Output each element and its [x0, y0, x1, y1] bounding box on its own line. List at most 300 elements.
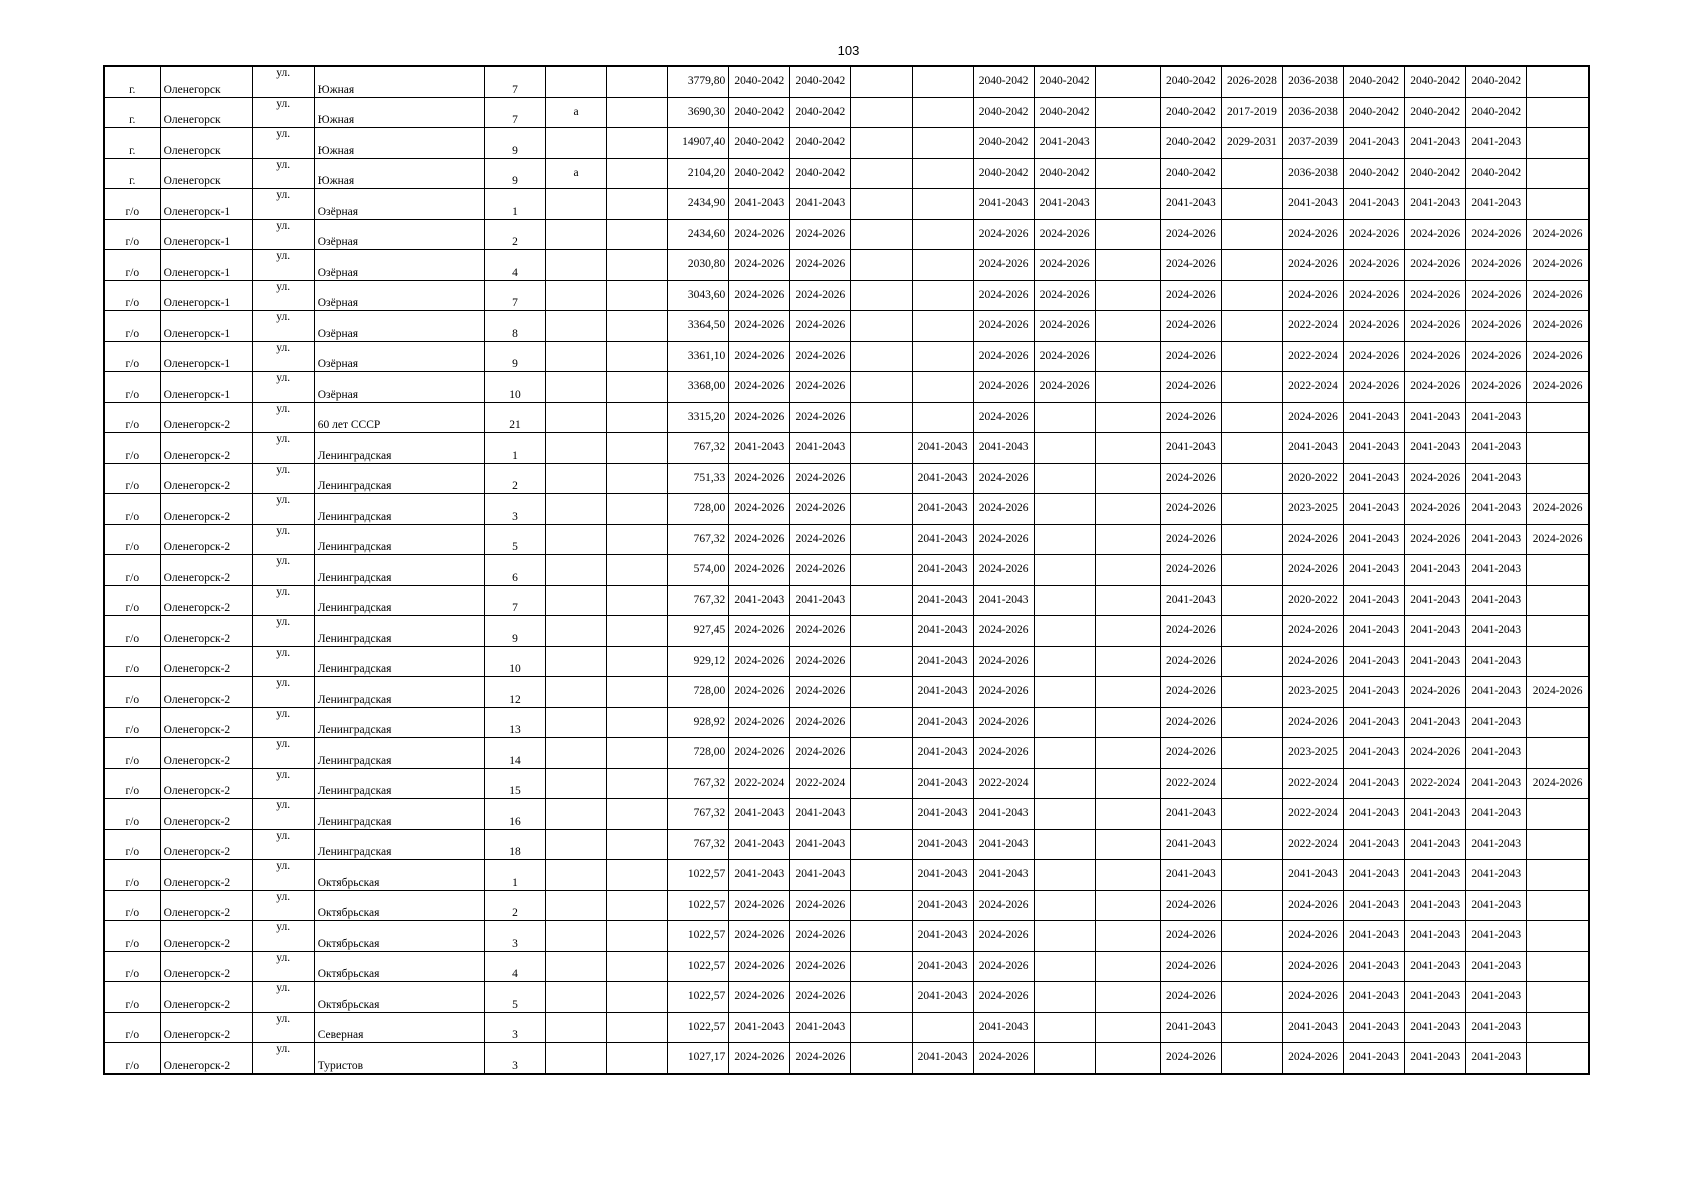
period-cell-10: 2041-2043 — [1405, 646, 1466, 677]
settlement-type-cell: г/о — [104, 402, 160, 433]
street-name-cell: Южная — [314, 66, 484, 97]
period-cell-7 — [1221, 189, 1282, 220]
period-cell-12: 2024-2026 — [1527, 677, 1589, 708]
period-cell-9: 2041-2043 — [1344, 768, 1405, 799]
period-cell-2: 2024-2026 — [790, 555, 851, 586]
locality-cell: Оленегорск-2 — [160, 524, 252, 555]
period-cell-11: 2041-2043 — [1466, 189, 1527, 220]
period-cell-5 — [1034, 738, 1095, 769]
period-cell-2: 2024-2026 — [790, 982, 851, 1013]
empty-cell — [607, 341, 668, 372]
period-cell-11: 2041-2043 — [1466, 1012, 1527, 1043]
settlement-type-cell: г/о — [104, 707, 160, 738]
period-cell-4: 2024-2026 — [973, 494, 1034, 525]
house-number-cell: 2 — [484, 219, 545, 250]
period-cell-1: 2024-2026 — [729, 890, 790, 921]
locality-cell: Оленегорск-2 — [160, 494, 252, 525]
empty-cell — [851, 189, 912, 220]
settlement-type-cell: г/о — [104, 951, 160, 982]
period-cell-2: 2024-2026 — [790, 341, 851, 372]
period-cell-2: 2041-2043 — [790, 799, 851, 830]
empty-cell — [607, 982, 668, 1013]
house-letter-cell — [546, 738, 607, 769]
period-cell-5 — [1034, 494, 1095, 525]
period-cell-1: 2022-2024 — [729, 768, 790, 799]
area-cell: 3315,20 — [668, 402, 729, 433]
house-number-cell: 7 — [484, 66, 545, 97]
period-cell-1: 2024-2026 — [729, 311, 790, 342]
house-number-cell: 15 — [484, 768, 545, 799]
settlement-type-cell: г. — [104, 158, 160, 189]
house-number-cell: 9 — [484, 128, 545, 159]
street-name-cell: Озёрная — [314, 341, 484, 372]
street-kind-cell: ул. — [252, 494, 314, 525]
period-cell-3: 2041-2043 — [912, 768, 973, 799]
period-cell-8: 2041-2043 — [1282, 433, 1343, 464]
table-row — [104, 341, 1589, 372]
house-number-cell: 3 — [484, 921, 545, 952]
area-cell: 751,33 — [668, 463, 729, 494]
period-cell-1: 2024-2026 — [729, 555, 790, 586]
period-cell-9: 2041-2043 — [1344, 860, 1405, 891]
period-cell-4: 2024-2026 — [973, 677, 1034, 708]
period-cell-7: 2017-2019 — [1221, 97, 1282, 128]
street-name-cell: Ленинградская — [314, 463, 484, 494]
period-cell-10: 2024-2026 — [1405, 677, 1466, 708]
empty-cell — [607, 372, 668, 403]
period-cell-5: 2024-2026 — [1034, 280, 1095, 311]
settlement-type-cell: г/о — [104, 799, 160, 830]
table-row — [104, 951, 1589, 982]
period-cell-6: 2024-2026 — [1160, 890, 1221, 921]
period-cell-5 — [1034, 982, 1095, 1013]
empty-cell — [851, 433, 912, 464]
street-name-cell: 60 лет СССР — [314, 402, 484, 433]
period-cell-6: 2024-2026 — [1160, 738, 1221, 769]
period-cell-4: 2024-2026 — [973, 463, 1034, 494]
empty-cell — [607, 860, 668, 891]
street-kind-cell: ул. — [252, 860, 314, 891]
street-name-cell: Ленинградская — [314, 433, 484, 464]
period-cell-7 — [1221, 433, 1282, 464]
period-cell-8: 2036-2038 — [1282, 97, 1343, 128]
street-name-cell: Озёрная — [314, 372, 484, 403]
period-cell-12 — [1527, 555, 1589, 586]
period-cell-10: 2024-2026 — [1405, 494, 1466, 525]
house-letter-cell — [546, 433, 607, 464]
period-cell-8: 2024-2026 — [1282, 402, 1343, 433]
period-cell-10: 2041-2043 — [1405, 616, 1466, 647]
period-cell-3: 2041-2043 — [912, 677, 973, 708]
street-kind-cell: ул. — [252, 799, 314, 830]
locality-cell: Оленегорск-1 — [160, 341, 252, 372]
empty-cell — [1095, 250, 1160, 281]
period-cell-3: 2041-2043 — [912, 646, 973, 677]
period-cell-5: 2040-2042 — [1034, 66, 1095, 97]
period-cell-7 — [1221, 341, 1282, 372]
period-cell-2: 2024-2026 — [790, 402, 851, 433]
empty-cell — [607, 250, 668, 281]
empty-cell — [607, 677, 668, 708]
period-cell-12: 2024-2026 — [1527, 341, 1589, 372]
period-cell-11: 2041-2043 — [1466, 1043, 1527, 1074]
empty-cell — [1095, 219, 1160, 250]
period-cell-5: 2041-2043 — [1034, 189, 1095, 220]
period-cell-3: 2041-2043 — [912, 921, 973, 952]
house-number-cell: 5 — [484, 524, 545, 555]
locality-cell: Оленегорск-1 — [160, 311, 252, 342]
period-cell-12 — [1527, 982, 1589, 1013]
period-cell-6: 2024-2026 — [1160, 250, 1221, 281]
period-cell-7 — [1221, 616, 1282, 647]
empty-cell — [1095, 646, 1160, 677]
period-cell-5 — [1034, 1012, 1095, 1043]
empty-cell — [1095, 1012, 1160, 1043]
table-row — [104, 219, 1589, 250]
period-cell-3 — [912, 189, 973, 220]
settlement-type-cell: г/о — [104, 768, 160, 799]
period-cell-8: 2037-2039 — [1282, 128, 1343, 159]
table-row — [104, 402, 1589, 433]
period-cell-4: 2041-2043 — [973, 189, 1034, 220]
house-number-cell: 9 — [484, 341, 545, 372]
period-cell-4: 2024-2026 — [973, 951, 1034, 982]
period-cell-3: 2041-2043 — [912, 982, 973, 1013]
period-cell-6: 2024-2026 — [1160, 951, 1221, 982]
period-cell-7 — [1221, 555, 1282, 586]
area-cell: 767,32 — [668, 433, 729, 464]
period-cell-11: 2024-2026 — [1466, 250, 1527, 281]
house-letter-cell — [546, 524, 607, 555]
period-cell-6: 2024-2026 — [1160, 555, 1221, 586]
period-cell-2: 2024-2026 — [790, 311, 851, 342]
period-cell-11: 2041-2043 — [1466, 768, 1527, 799]
empty-cell — [607, 829, 668, 860]
period-cell-8: 2024-2026 — [1282, 890, 1343, 921]
empty-cell — [1095, 189, 1160, 220]
table-row — [104, 707, 1589, 738]
area-cell: 574,00 — [668, 555, 729, 586]
period-cell-9: 2041-2043 — [1344, 189, 1405, 220]
period-cell-9: 2024-2026 — [1344, 341, 1405, 372]
period-cell-11: 2041-2043 — [1466, 402, 1527, 433]
table-body — [104, 66, 1589, 1074]
empty-cell — [1095, 402, 1160, 433]
street-name-cell: Ленинградская — [314, 738, 484, 769]
period-cell-11: 2041-2043 — [1466, 951, 1527, 982]
house-letter-cell — [546, 921, 607, 952]
empty-cell — [1095, 860, 1160, 891]
period-cell-11: 2024-2026 — [1466, 219, 1527, 250]
period-cell-2: 2024-2026 — [790, 494, 851, 525]
period-cell-1: 2024-2026 — [729, 341, 790, 372]
period-cell-8: 2020-2022 — [1282, 585, 1343, 616]
empty-cell — [1095, 707, 1160, 738]
period-cell-4: 2022-2024 — [973, 768, 1034, 799]
period-cell-4: 2024-2026 — [973, 341, 1034, 372]
empty-cell — [1095, 494, 1160, 525]
locality-cell: Оленегорск-2 — [160, 982, 252, 1013]
period-cell-6: 2024-2026 — [1160, 921, 1221, 952]
period-cell-8: 2023-2025 — [1282, 738, 1343, 769]
locality-cell: Оленегорск-1 — [160, 189, 252, 220]
period-cell-3: 2041-2043 — [912, 951, 973, 982]
period-cell-10: 2024-2026 — [1405, 463, 1466, 494]
period-cell-1: 2024-2026 — [729, 921, 790, 952]
period-cell-2: 2024-2026 — [790, 372, 851, 403]
period-cell-4: 2041-2043 — [973, 433, 1034, 464]
period-cell-3 — [912, 280, 973, 311]
house-letter-cell — [546, 951, 607, 982]
empty-cell — [607, 494, 668, 525]
period-cell-6: 2024-2026 — [1160, 616, 1221, 647]
house-number-cell: 4 — [484, 951, 545, 982]
area-cell: 3690,30 — [668, 97, 729, 128]
empty-cell — [1095, 768, 1160, 799]
street-name-cell: Озёрная — [314, 311, 484, 342]
period-cell-7 — [1221, 768, 1282, 799]
house-letter-cell — [546, 341, 607, 372]
period-cell-2: 2024-2026 — [790, 646, 851, 677]
period-cell-4: 2024-2026 — [973, 219, 1034, 250]
period-cell-10: 2024-2026 — [1405, 311, 1466, 342]
period-cell-3 — [912, 158, 973, 189]
house-number-cell: 10 — [484, 372, 545, 403]
period-cell-5 — [1034, 585, 1095, 616]
empty-cell — [851, 311, 912, 342]
empty-cell — [851, 585, 912, 616]
period-cell-12 — [1527, 66, 1589, 97]
locality-cell: Оленегорск-2 — [160, 738, 252, 769]
house-letter-cell — [546, 616, 607, 647]
area-cell: 1022,57 — [668, 951, 729, 982]
settlement-type-cell: г/о — [104, 311, 160, 342]
period-cell-9: 2041-2043 — [1344, 738, 1405, 769]
period-cell-2: 2024-2026 — [790, 463, 851, 494]
period-cell-6: 2024-2026 — [1160, 707, 1221, 738]
empty-cell — [1095, 555, 1160, 586]
period-cell-6: 2024-2026 — [1160, 219, 1221, 250]
period-cell-2: 2040-2042 — [790, 66, 851, 97]
period-cell-9: 2041-2043 — [1344, 707, 1405, 738]
area-cell: 1022,57 — [668, 982, 729, 1013]
period-cell-11: 2041-2043 — [1466, 829, 1527, 860]
empty-cell — [607, 707, 668, 738]
period-cell-10: 2040-2042 — [1405, 158, 1466, 189]
house-letter-cell — [546, 402, 607, 433]
locality-cell: Оленегорск-2 — [160, 860, 252, 891]
period-cell-8: 2022-2024 — [1282, 799, 1343, 830]
empty-cell — [607, 524, 668, 555]
period-cell-1: 2041-2043 — [729, 585, 790, 616]
locality-cell: Оленегорск-2 — [160, 707, 252, 738]
period-cell-2: 2041-2043 — [790, 189, 851, 220]
period-cell-6: 2024-2026 — [1160, 463, 1221, 494]
table-row — [104, 524, 1589, 555]
empty-cell — [851, 219, 912, 250]
period-cell-4: 2024-2026 — [973, 524, 1034, 555]
house-letter-cell — [546, 372, 607, 403]
house-number-cell: 10 — [484, 646, 545, 677]
table-row — [104, 250, 1589, 281]
table-row — [104, 585, 1589, 616]
period-cell-9: 2041-2043 — [1344, 463, 1405, 494]
period-cell-8: 2022-2024 — [1282, 311, 1343, 342]
period-cell-11: 2040-2042 — [1466, 97, 1527, 128]
period-cell-12 — [1527, 433, 1589, 464]
period-cell-7 — [1221, 707, 1282, 738]
period-cell-8: 2036-2038 — [1282, 66, 1343, 97]
period-cell-2: 2024-2026 — [790, 738, 851, 769]
period-cell-8: 2022-2024 — [1282, 829, 1343, 860]
table-row — [104, 799, 1589, 830]
period-cell-9: 2041-2043 — [1344, 677, 1405, 708]
empty-cell — [1095, 341, 1160, 372]
period-cell-10: 2024-2026 — [1405, 250, 1466, 281]
period-cell-3 — [912, 66, 973, 97]
street-kind-cell: ул. — [252, 341, 314, 372]
period-cell-7 — [1221, 738, 1282, 769]
street-name-cell: Озёрная — [314, 250, 484, 281]
period-cell-12: 2024-2026 — [1527, 372, 1589, 403]
period-cell-12 — [1527, 402, 1589, 433]
empty-cell — [1095, 890, 1160, 921]
period-cell-1: 2024-2026 — [729, 707, 790, 738]
locality-cell: Оленегорск-2 — [160, 433, 252, 464]
house-number-cell: 7 — [484, 97, 545, 128]
house-letter-cell — [546, 463, 607, 494]
period-cell-7 — [1221, 799, 1282, 830]
empty-cell — [1095, 1043, 1160, 1074]
empty-cell — [851, 799, 912, 830]
empty-cell — [851, 616, 912, 647]
empty-cell — [1095, 799, 1160, 830]
street-name-cell: Ленинградская — [314, 616, 484, 647]
period-cell-4: 2024-2026 — [973, 555, 1034, 586]
locality-cell: Оленегорск-2 — [160, 555, 252, 586]
empty-cell — [607, 128, 668, 159]
empty-cell — [607, 738, 668, 769]
empty-cell — [851, 829, 912, 860]
locality-cell: Оленегорск-1 — [160, 250, 252, 281]
period-cell-2: 2024-2026 — [790, 1043, 851, 1074]
street-kind-cell: ул. — [252, 402, 314, 433]
period-cell-6: 2024-2026 — [1160, 646, 1221, 677]
settlement-type-cell: г/о — [104, 829, 160, 860]
period-cell-12: 2024-2026 — [1527, 524, 1589, 555]
period-cell-11: 2041-2043 — [1466, 463, 1527, 494]
period-cell-7: 2029-2031 — [1221, 128, 1282, 159]
period-cell-11: 2041-2043 — [1466, 707, 1527, 738]
period-cell-5 — [1034, 860, 1095, 891]
period-cell-1: 2041-2043 — [729, 860, 790, 891]
period-cell-12 — [1527, 890, 1589, 921]
period-cell-4: 2041-2043 — [973, 860, 1034, 891]
house-letter-cell — [546, 555, 607, 586]
period-cell-7 — [1221, 158, 1282, 189]
locality-cell: Оленегорск — [160, 158, 252, 189]
empty-cell — [1095, 158, 1160, 189]
period-cell-7 — [1221, 951, 1282, 982]
period-cell-8: 2024-2026 — [1282, 646, 1343, 677]
period-cell-7 — [1221, 524, 1282, 555]
period-cell-4: 2040-2042 — [973, 158, 1034, 189]
empty-cell — [851, 890, 912, 921]
empty-cell — [851, 524, 912, 555]
street-kind-cell: ул. — [252, 616, 314, 647]
period-cell-9: 2040-2042 — [1344, 66, 1405, 97]
street-name-cell: Северная — [314, 1012, 484, 1043]
period-cell-2: 2022-2024 — [790, 768, 851, 799]
period-cell-10: 2041-2043 — [1405, 555, 1466, 586]
period-cell-11: 2041-2043 — [1466, 921, 1527, 952]
period-cell-7 — [1221, 585, 1282, 616]
street-kind-cell: ул. — [252, 524, 314, 555]
period-cell-6: 2040-2042 — [1160, 97, 1221, 128]
period-cell-8: 2024-2026 — [1282, 219, 1343, 250]
period-cell-5: 2040-2042 — [1034, 97, 1095, 128]
period-cell-4: 2024-2026 — [973, 982, 1034, 1013]
street-kind-cell: ул. — [252, 951, 314, 982]
period-cell-11: 2041-2043 — [1466, 982, 1527, 1013]
empty-cell — [607, 1043, 668, 1074]
table-row — [104, 768, 1589, 799]
period-cell-6: 2041-2043 — [1160, 829, 1221, 860]
period-cell-6: 2041-2043 — [1160, 189, 1221, 220]
period-cell-1: 2024-2026 — [729, 463, 790, 494]
period-cell-6: 2024-2026 — [1160, 494, 1221, 525]
period-cell-8: 2024-2026 — [1282, 707, 1343, 738]
period-cell-8: 2041-2043 — [1282, 1012, 1343, 1043]
period-cell-1: 2041-2043 — [729, 799, 790, 830]
period-cell-8: 2023-2025 — [1282, 494, 1343, 525]
street-kind-cell: ул. — [252, 921, 314, 952]
period-cell-10: 2041-2043 — [1405, 585, 1466, 616]
period-cell-10: 2041-2043 — [1405, 128, 1466, 159]
period-cell-5: 2024-2026 — [1034, 250, 1095, 281]
street-kind-cell: ул. — [252, 97, 314, 128]
street-name-cell: Ленинградская — [314, 524, 484, 555]
table-row — [104, 890, 1589, 921]
house-number-cell: 14 — [484, 738, 545, 769]
period-cell-4: 2040-2042 — [973, 66, 1034, 97]
settlement-type-cell: г/о — [104, 250, 160, 281]
period-cell-12: 2024-2026 — [1527, 768, 1589, 799]
locality-cell: Оленегорск-2 — [160, 768, 252, 799]
street-kind-cell: ул. — [252, 768, 314, 799]
empty-cell — [607, 799, 668, 830]
period-cell-10: 2024-2026 — [1405, 219, 1466, 250]
period-cell-6: 2041-2043 — [1160, 860, 1221, 891]
house-number-cell: 7 — [484, 280, 545, 311]
period-cell-5 — [1034, 921, 1095, 952]
settlement-type-cell: г. — [104, 97, 160, 128]
period-cell-2: 2040-2042 — [790, 128, 851, 159]
period-cell-7 — [1221, 372, 1282, 403]
period-cell-2: 2024-2026 — [790, 890, 851, 921]
period-cell-10: 2024-2026 — [1405, 341, 1466, 372]
house-number-cell: 4 — [484, 250, 545, 281]
house-number-cell: 13 — [484, 707, 545, 738]
period-cell-5 — [1034, 707, 1095, 738]
area-cell: 2434,60 — [668, 219, 729, 250]
locality-cell: Оленегорск-2 — [160, 463, 252, 494]
empty-cell — [851, 250, 912, 281]
empty-cell — [607, 616, 668, 647]
period-cell-3 — [912, 97, 973, 128]
street-kind-cell: ул. — [252, 372, 314, 403]
street-kind-cell: ул. — [252, 463, 314, 494]
